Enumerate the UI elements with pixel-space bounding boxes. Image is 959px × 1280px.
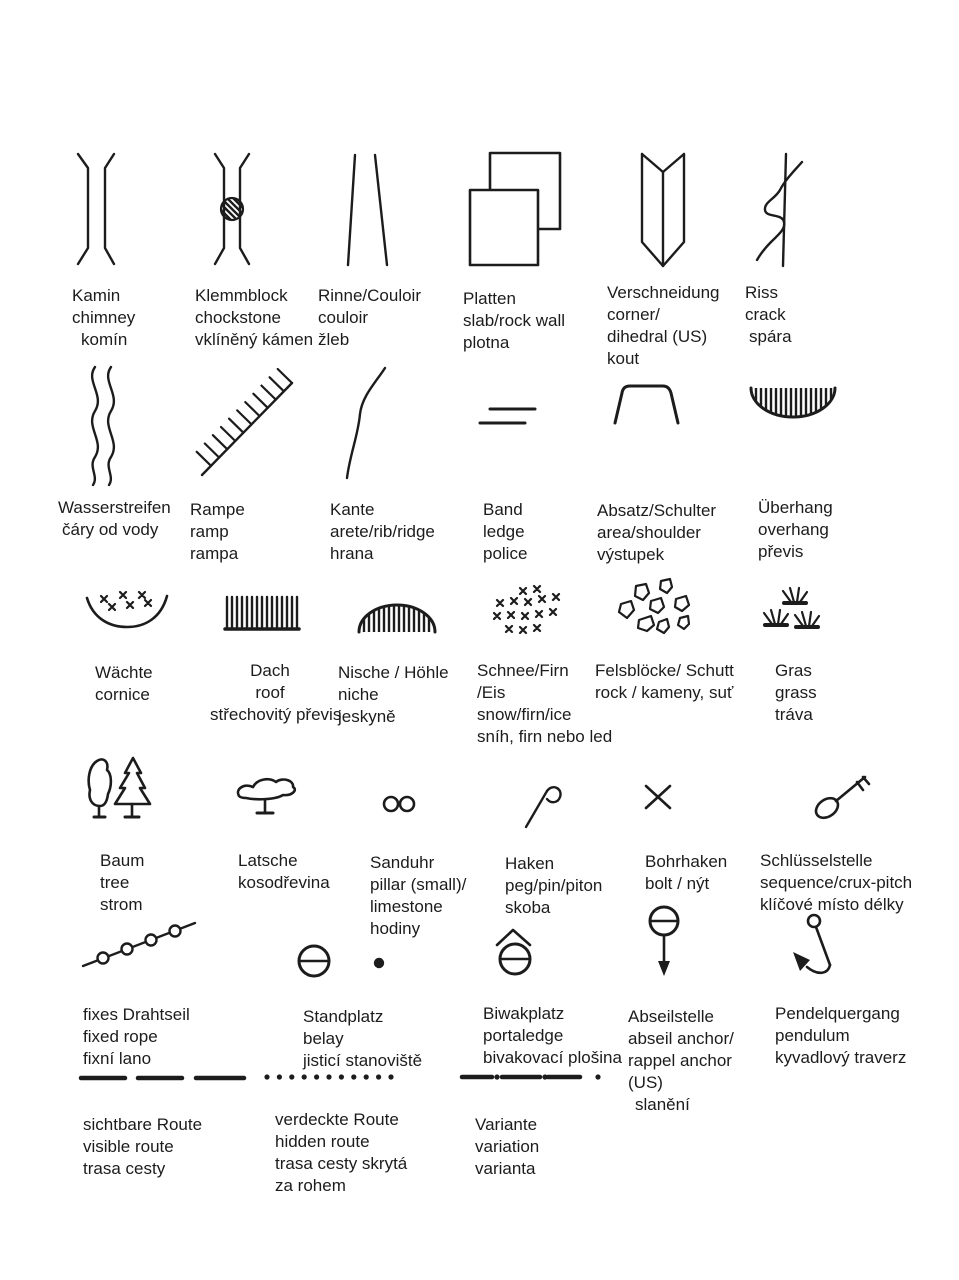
label-line: Standplatz [303,1007,384,1026]
snow-icon [490,585,564,635]
verdeckte-route-label [275,1109,407,1197]
label-line: skoba [505,898,551,917]
pendulum-icon [782,908,840,978]
label-line: trasa cesty [83,1159,166,1178]
label-line: variation [475,1137,540,1156]
label-line: couloir [318,308,369,327]
portaledge-icon [488,925,540,979]
nische-label [338,662,449,728]
label-line: crack [745,305,786,324]
slab-icon [467,150,571,268]
label-line: visible route [83,1137,174,1156]
ueberhang-label [758,497,833,563]
boulders-icon [612,576,692,636]
label-line: vklíněný kámen [195,330,314,349]
label-line: čáry od vody [62,520,159,539]
kamin-label [72,285,135,351]
shoulder-icon [613,383,683,425]
klemmblock-label [195,285,313,351]
label-line: Riss [745,283,779,302]
chimney-icon [72,150,122,268]
label-line: fixes Drahtseil [83,1005,190,1024]
verschneidung-label [607,282,719,370]
label-line: Latsche [238,851,298,870]
label-line: abseil anchor/ [628,1029,734,1048]
label-line: Sanduhr [370,853,435,872]
sanduhr-label [370,852,466,940]
water-streaks-icon [85,365,123,485]
label-line: sequence/crux-pitch [760,873,913,892]
label-line: niche [338,685,379,704]
label-line: Gras [775,661,812,680]
cornice-icon [84,590,170,630]
baum-label [100,850,144,916]
label-line: belay [303,1029,344,1048]
label-line: Absatz/Schulter [597,501,717,520]
abseilstelle-label [628,1006,734,1116]
label-line: police [483,544,528,563]
piton-icon [520,783,565,829]
drahtseil-label [83,1004,190,1070]
label-line: hrana [330,544,374,563]
label-line: jeskyně [338,707,396,726]
label-line: dihedral (US) [607,327,708,346]
label-line: Biwakplatz [483,1004,565,1023]
dach-label [210,660,342,726]
label-line: plotna [463,333,510,352]
label-line: Felsblöcke/ Schutt [595,661,734,680]
label-line: Klemmblock [195,286,288,305]
label-line: sichtbare Route [83,1115,203,1134]
band-label [483,499,527,565]
variation-route-line-icon [460,1072,602,1082]
ramp-icon [192,365,304,483]
label-line: Rinne/Couloir [318,286,421,305]
label-line: Abseilstelle [628,1007,714,1026]
hourglass-thread-icon [382,794,418,814]
waechte-label [95,662,153,706]
riss-label [745,282,792,348]
label-line: žleb [318,330,350,349]
label-line: Wasserstreifen [58,498,171,517]
overhang-icon [748,385,838,421]
label-line: Band [483,500,523,519]
belay-icon [293,944,388,980]
label-line: area/shoulder [597,523,701,542]
label-line: fixed rope [83,1027,158,1046]
schluesselstelle-label [760,850,912,916]
label-line: rampa [190,544,239,563]
gras-label [775,660,817,726]
label-line: Dach [250,661,290,680]
key-icon [813,772,871,822]
absatz-label [597,500,716,566]
label-line: bolt / nýt [645,874,710,893]
label-line: strom [100,895,143,914]
label-line: ramp [190,522,229,541]
label-line: (US) [628,1073,663,1092]
ledge-icon [478,402,538,428]
visible-route-line-icon [80,1072,248,1084]
rinne-label [318,285,421,351]
label-line: tree [100,873,130,892]
rampe-label [190,499,245,565]
label-line: hodiny [370,919,421,938]
niche-icon [356,600,438,634]
label-line: Verschneidung [607,283,720,302]
dwarf-pine-icon [235,776,301,820]
label-line: slab/rock wall [463,311,566,330]
label-line: převis [758,542,804,561]
haken-label [505,853,602,919]
schnee-label [477,660,612,748]
label-line: Rampe [190,500,245,519]
platten-label [463,288,565,354]
felsbloecke-label [595,660,734,704]
label-line: varianta [475,1159,536,1178]
label-line: Nische / Höhle [338,663,449,682]
label-line: Variante [475,1115,538,1134]
label-line: Kante [330,500,375,519]
label-line: slanění [635,1095,690,1114]
hidden-route-line-icon [264,1072,394,1082]
label-line: corner/ [607,305,660,324]
kante-label [330,499,435,565]
couloir-icon [343,152,393,268]
standplatz-label [303,1006,422,1072]
roof-icon [224,595,300,633]
label-line: snow/firn/ice [477,705,572,724]
corner-dihedral-icon [640,152,686,268]
bolt-icon [644,784,672,810]
variante-label [475,1114,539,1180]
label-line: overhang [758,520,829,539]
chockstone-icon [208,150,256,268]
label-line: limestone [370,897,443,916]
bohrhaken-label [645,851,727,895]
crack-icon [752,152,808,268]
label-line: cornice [95,685,150,704]
label-line: kout [607,349,640,368]
label-line: portaledge [483,1026,564,1045]
label-line: Schlüsselstelle [760,851,873,870]
label-line: sníh, firn nebo led [477,727,613,746]
label-line: arete/rib/ridge [330,522,435,541]
label-line: jisticí stanoviště [303,1051,423,1070]
label-line: Wächte [95,663,153,682]
label-line: pendulum [775,1026,850,1045]
label-line: hidden route [275,1132,370,1151]
label-line: klíčové místo délky [760,895,904,914]
arete-icon [340,366,390,481]
label-line: chockstone [195,308,281,327]
pendelquergang-label [775,1003,906,1069]
label-line: Haken [505,854,555,873]
label-line: trasa cesty skrytá [275,1154,408,1173]
label-line: Bohrhaken [645,852,728,871]
label-line: pillar (small)/ [370,875,467,894]
label-line: výstupek [597,545,665,564]
biwakplatz-label [483,1003,622,1069]
label-line: rappel anchor [628,1051,732,1070]
abseil-anchor-icon [644,903,684,978]
tree-icon [86,756,154,824]
label-line: tráva [775,705,813,724]
label-line: grass [775,683,817,702]
label-line: /Eis [477,683,506,702]
label-line: Platten [463,289,516,308]
latsche-label [238,850,330,894]
label-line: střechovitý převis [210,705,342,724]
label-line: Kamin [72,286,121,305]
label-line: komín [81,330,128,349]
fixed-rope-icon [78,910,200,972]
label-line: ledge [483,522,525,541]
label-line: Pendelquergang [775,1004,900,1023]
label-line: kosodřevina [238,873,330,892]
label-line: bivakovací plošina [483,1048,622,1067]
wasserstreifen-label [58,497,171,541]
label-line: roof [255,683,285,702]
grass-icon [762,585,822,631]
label-line: rock / kameny, suť [595,683,734,702]
label-line: Baum [100,851,145,870]
label-line: za rohem [275,1176,346,1195]
label-line: peg/pin/piton [505,876,603,895]
label-line: Überhang [758,498,833,517]
label-line: spára [749,327,792,346]
label-line: chimney [72,308,136,327]
label-line: verdeckte Route [275,1110,399,1129]
label-line: fixní lano [83,1049,152,1068]
sichtbare-route-label [83,1114,202,1180]
label-line: Schnee/Firn [477,661,569,680]
label-line: kyvadlový traverz [775,1048,907,1067]
